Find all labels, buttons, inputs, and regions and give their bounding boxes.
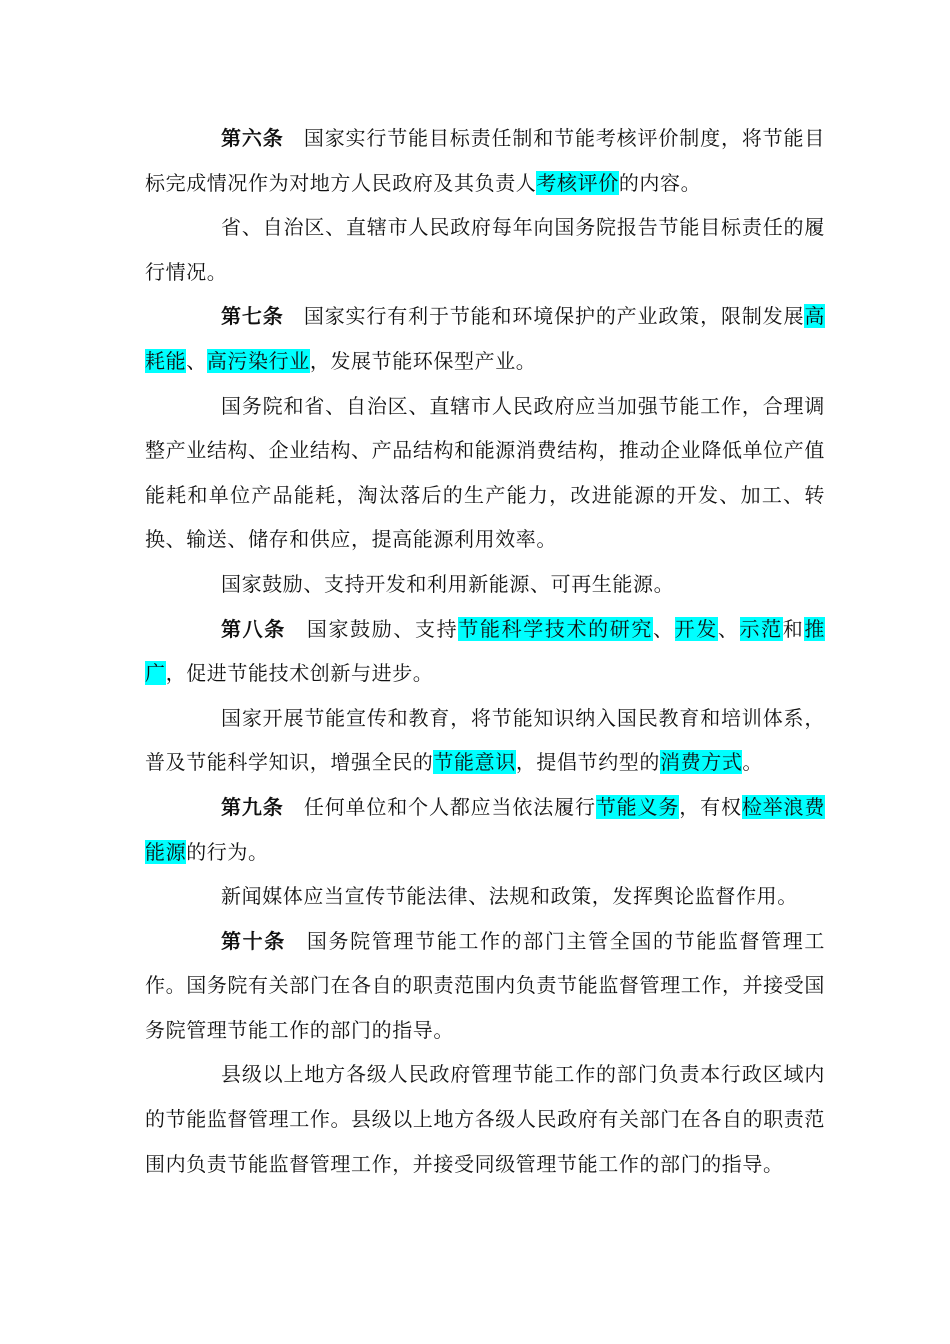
body-text: 国家实行节能目标责任制和节能考核评价制度，将节能目标完成情况作为对地方人民政府及其负责人 — [145, 126, 825, 195]
highlighted-text: 高污染行业 — [206, 348, 310, 373]
paragraph — [145, 607, 825, 696]
body-text: 省、自治区、直辖市人民政府每年向国务院报告节能目标责任的履行情况。 — [145, 215, 825, 284]
article-heading: 第十条 — [221, 928, 286, 953]
article-heading: 第七条 — [221, 304, 284, 329]
body-text: 国家实行有利于节能和环境保护的产业政策，限制发展 — [303, 304, 805, 329]
paragraph — [145, 919, 825, 1053]
body-text: 国务院管理节能工作的部门主管全国的节能监督管理工作。国务院有关部门在各自的职责范围内负责节能监督管理工作，并接受国务院管理节能工作的部门的指导。 — [145, 928, 825, 1042]
highlighted-text: 节能意识 — [433, 750, 516, 775]
body-text: 国家开展节能宣传和教育，将节能知识纳入国民教育和培训体系，普及节能科学知识，增强全民的 — [145, 705, 825, 775]
body-text: 国务院和省、自治区、直辖市人民政府应当加强节能工作，合理调整产业结构、企业结构、产品结构和能源消费结构，推动企业降低单位产值能耗和单位产品能耗，淘汰落后的生产能力，改进能源的开发、加工、转换、输送、储存和供应，提高能源利用效率。 — [145, 393, 825, 552]
body-text: 任何单位和个人都应当依法履行 — [303, 794, 596, 819]
paragraph — [145, 384, 825, 562]
paragraph — [145, 205, 825, 294]
body-text: 的行为。 — [186, 839, 269, 864]
paragraph — [145, 116, 825, 205]
highlighted-text: 高耗能 — [145, 304, 825, 373]
highlighted-text: 推广 — [145, 616, 826, 686]
paragraph — [145, 696, 825, 785]
body-text: ，发展节能环保型产业。 — [309, 348, 537, 373]
body-text: 的内容。 — [618, 170, 702, 195]
article-heading: 第八条 — [221, 616, 286, 641]
body-text: 国家鼓励、支持开发和利用新能源、可再生能源。 — [221, 571, 675, 596]
body-text: 、 — [652, 616, 675, 641]
body-text: 。 — [742, 750, 764, 775]
highlighted-text: 示范 — [739, 616, 783, 641]
paragraph — [145, 874, 825, 919]
body-text: 县级以上地方各级人民政府管理节能工作的部门负责本行政区域内的节能监督管理工作。县级以上地方各级人民政府有关部门在各自的职责范围内负责节能监督管理工作，并接受同级管理节能工作的部门的指导。 — [145, 1062, 825, 1176]
body-text: 、 — [717, 616, 740, 641]
body-text: 新闻媒体应当宣传节能法律、法规和政策，发挥舆论监督作用。 — [221, 884, 798, 909]
body-text: ，促进节能技术创新与进步。 — [165, 661, 434, 686]
body-text: 和 — [782, 616, 805, 641]
highlighted-text: 考核评价 — [536, 170, 619, 195]
body-text: 、 — [186, 348, 207, 373]
highlighted-text: 消费方式 — [660, 750, 743, 775]
paragraph — [145, 785, 825, 874]
paragraph — [145, 562, 825, 607]
article-heading: 第六条 — [221, 126, 284, 150]
article-heading: 第九条 — [221, 794, 284, 819]
body-text: 国家鼓励、支持 — [305, 616, 459, 641]
body-text: ，有权 — [679, 794, 742, 819]
highlighted-text: 检举浪费能源 — [145, 794, 825, 864]
highlighted-text: 节能科学技术的研究 — [458, 616, 653, 641]
highlighted-text: 节能义务 — [595, 794, 680, 819]
highlighted-text: 开发 — [674, 616, 718, 641]
paragraph — [145, 1052, 825, 1186]
body-text: ，提倡节约型的 — [515, 750, 661, 775]
paragraph — [145, 294, 825, 383]
document-body — [145, 116, 825, 1186]
